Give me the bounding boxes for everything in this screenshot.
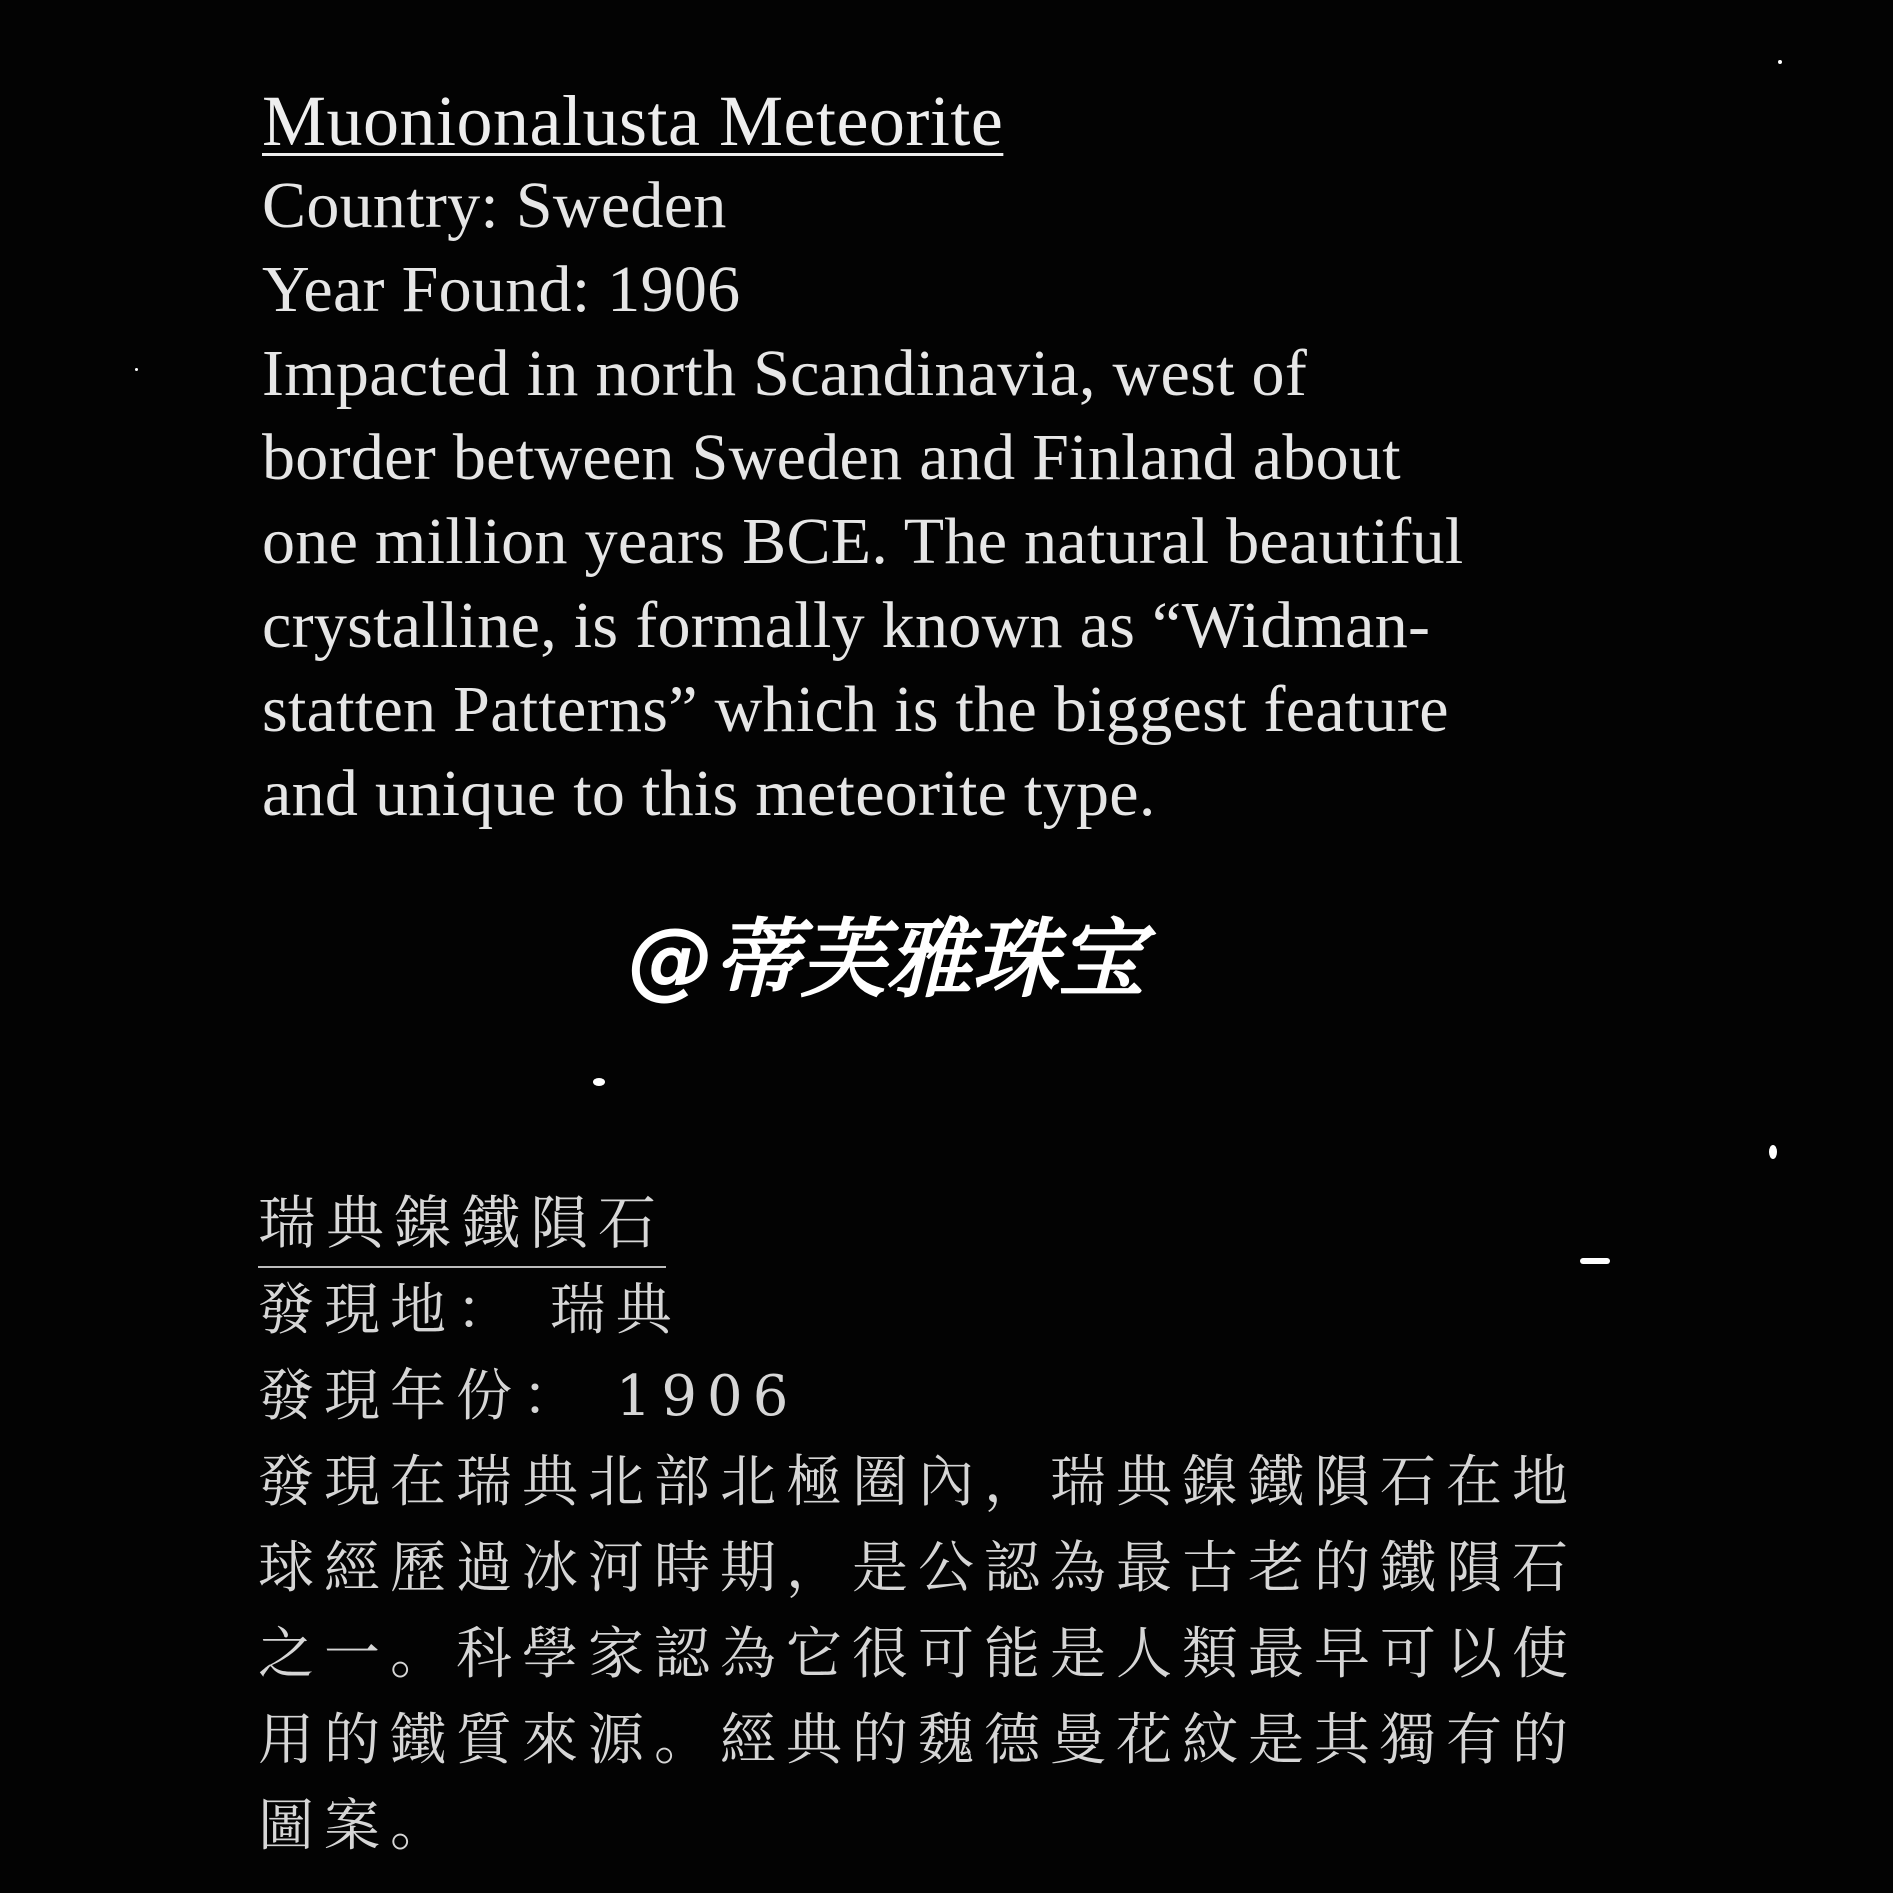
chinese-year-found: 發現年份： 1906 — [258, 1364, 799, 1429]
dust-speck — [593, 1078, 605, 1086]
chinese-description-line: 之一。科學家認為它很可能是人類最早可以使 — [258, 1622, 1578, 1687]
english-description-line: one million years BCE. The natural beautiful — [262, 505, 1464, 578]
english-text-block — [262, 78, 1682, 836]
watermark: @蒂芙雅珠宝 — [628, 910, 1144, 1010]
dust-speck — [1769, 1145, 1777, 1159]
english-description-line: crystalline, is formally known as “Widman- — [262, 589, 1431, 662]
dust-speck — [135, 368, 138, 371]
english-description-line: and unique to this meteorite type. — [262, 757, 1156, 830]
english-description-line: statten Patterns” which is the biggest feature — [262, 673, 1449, 746]
chinese-text-block — [258, 1180, 1698, 1870]
english-description-line: border between Sweden and Finland about — [262, 421, 1401, 494]
chinese-description-line: 球經歷過冰河時期，是公認為最古老的鐵隕石 — [258, 1536, 1578, 1601]
chinese-description-line: 用的鐵質來源。經典的魏德曼花紋是其獨有的 — [258, 1708, 1578, 1773]
chinese-description-line: 發現在瑞典北部北極圈內，瑞典鎳鐵隕石在地 — [258, 1450, 1578, 1515]
chinese-title: 瑞典鎳鐵隕石 — [258, 1180, 666, 1268]
english-description-line: Impacted in north Scandinavia, west of — [262, 337, 1308, 410]
chinese-country: 發現地： 瑞典 — [258, 1278, 682, 1343]
english-year-found: Year Found: 1906 — [262, 253, 741, 326]
dust-speck — [1778, 60, 1782, 64]
chinese-description-line: 圖案。 — [258, 1794, 456, 1859]
english-title: Muonionalusta Meteorite — [262, 81, 1004, 161]
english-country: Country: Sweden — [262, 169, 727, 242]
